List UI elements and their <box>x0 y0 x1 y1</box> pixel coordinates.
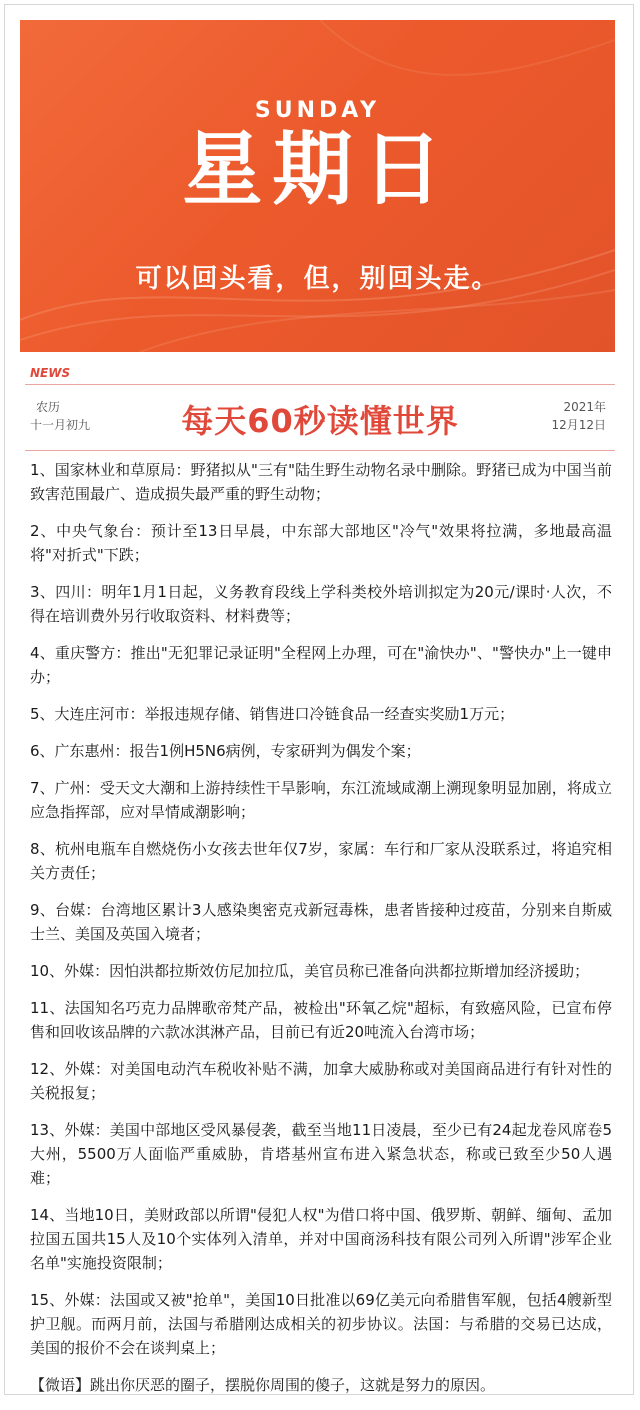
news-item-7: 7、广州：受天文大潮和上游持续性干旱影响，东江流域咸潮上溯现象明显加剧，将成立应急指挥部，应对旱情咸潮影响； <box>30 779 612 821</box>
page-title: 每天60秒读懂世界 <box>181 402 459 440</box>
header-rule-bottom <box>25 450 615 451</box>
news-item-8: 8、杭州电瓶车自燃烧伤小女孩去世年仅7岁，家属：车行和厂家从没联系过，将追究相关方责任； <box>30 840 612 882</box>
news-item-12: 12、外媒：对美国电动汽车税收补贴不满，加拿大威胁称或对美国商品进行有针对性的关税报复； <box>30 1060 612 1102</box>
news-item-15: 15、外媒：法国或又被"抢单"，美国10日批准以69亿美元向希腊售军舰，包括4艘新型护卫舰。而两月前，法国与希腊刚达成相关的初步协议。法国：与希腊的交易已达成，美国的报价不会在谈判桌上； <box>30 1291 612 1357</box>
gregorian-date <box>551 398 606 434</box>
banner-chinese-title: 星期日 <box>182 123 453 216</box>
header-rule-top <box>25 384 615 385</box>
news-item-13: 13、外媒：美国中部地区受风暴侵袭，截至当地11日凌晨，至少已有24起龙卷风席卷5大州，5500万人面临严重威胁，肯塔基州宣布进入紧急状态，称或已致至少50人遇难； <box>30 1121 612 1187</box>
header-banner <box>20 20 615 352</box>
news-item-11: 11、法国知名巧克力品牌歌帝梵产品，被检出"环氧乙烷"超标，有致癌风险，已宣布停售和回收该品牌的六款冰淇淋产品，目前已有近20吨流入台湾市场； <box>30 999 612 1041</box>
banner-english-title: SUNDAY <box>254 98 381 123</box>
news-item-1: 1、国家林业和草原局：野猪拟从"三有"陆生野生动物名录中删除。野猪已成为中国当前致害范围最广、造成损失最严重的野生动物； <box>30 461 612 503</box>
news-item-9: 9、台媒：台湾地区累计3人感染奥密克戎新冠毒株，患者皆接种过疫苗，分别来自斯威士兰、美国及英国入境者； <box>30 901 612 943</box>
news-item-4: 4、重庆警方：推出"无犯罪记录证明"全程网上办理，可在"渝快办"、"警快办"上一键申办； <box>30 644 612 686</box>
news-item-5: 5、大连庄河市：举报违规存储、销售进口冷链食品一经查实奖励1万元； <box>30 705 515 723</box>
news-label: NEWS <box>30 366 71 380</box>
lunar-label: 农历 <box>36 400 61 414</box>
news-item-6: 6、广东惠州：报告1例H5N6病例，专家研判为偶发个案； <box>30 742 421 760</box>
news-item-14: 14、当地10日，美财政部以所谓"侵犯人权"为借口将中国、俄罗斯、朝鲜、缅甸、孟加拉国五国共15人及10个实体列入清单，并对中国商汤科技有限公司列入所谓"涉军企业名单"实施投资限制； <box>30 1206 612 1272</box>
daily-quote: 【微语】跳出你厌恶的圈子，摆脱你周围的傻子，这就是努力的原因。 <box>30 1376 496 1394</box>
date-year: 2021年 <box>563 400 606 414</box>
news-item-2: 2、中央气象台：预计至13日早晨，中东部大部地区"冷气"效果将拉满，多地最高温将"对折式"下跌； <box>30 522 612 564</box>
news-list <box>30 458 612 1410</box>
banner-slogan: 可以回头看，但，别回头走。 <box>135 264 500 294</box>
lunar-day: 十一月初九 <box>30 418 91 432</box>
news-item-10: 10、外媒：因怕洪都拉斯效仿尼加拉瓜，美官员称已准备向洪都拉斯增加经济援助； <box>30 962 590 980</box>
date-month-day: 12月12日 <box>551 418 606 432</box>
news-item-3: 3、四川：明年1月1日起，义务教育段线上学科类校外培训拟定为20元/课时·人次，不得在培训费外另行收取资料、材料费等； <box>30 583 612 625</box>
